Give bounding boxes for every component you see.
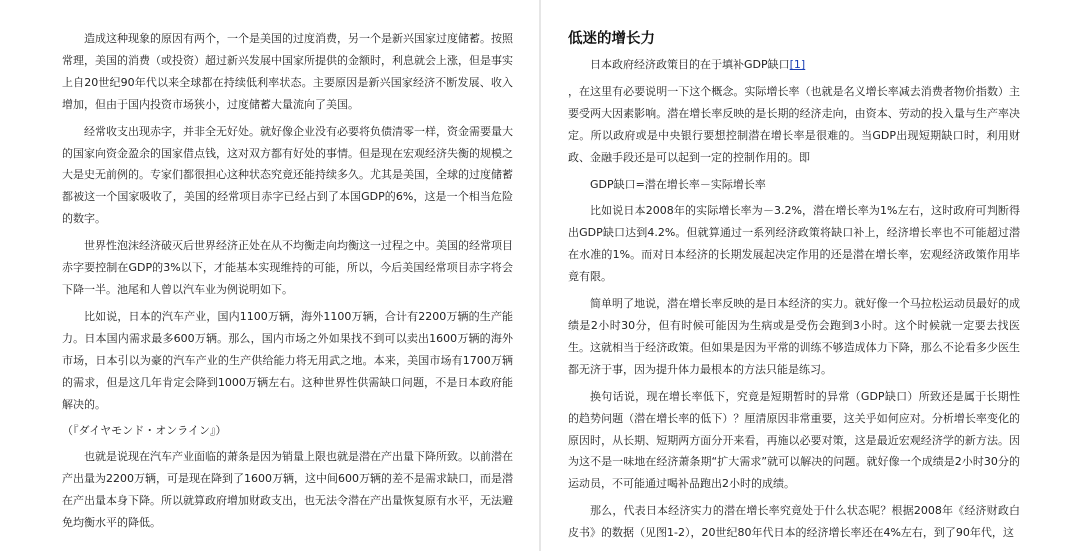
source-citation: （『ダイヤモンド・オンライン』） — [62, 424, 227, 438]
footnote-link[interactable]: [1] — [789, 58, 806, 71]
left-paragraph-5: 也就是说现在汽车产业面临的萧条是因为销量上限也就是潜在产出量下降所致。以前潜在产出量为2200万辆，可是现在降到了1600万辆，这中间600万辆的差不是需求缺口，而是潜在产出量本身下降。所以就算政府增加财政支出，也无法令潜在产出量恢复原有水平，无法避免均衡水平的降低。 — [62, 450, 513, 530]
left-paragraph-3: 世界性泡沫经济破灭后世界经济正处在从不均衡走向均衡这一过程之中。美国的经常项目赤字要控制在GDP的3%以下，才能基本实现维持的可能，所以，今后美国经常项目赤字将会下降一半。池尾和人曾以汽车业为例说明如下。 — [62, 239, 513, 296]
page-gutter-divider — [539, 0, 541, 551]
left-paragraph-4: 比如说，日本的汽车产业，国内1100万辆，海外1100万辆，合计有2200万辆的生产能力。日本国内需求最多600万辆。那么，国内市场之外如果找不到可以卖出1600万辆的海外市场，日本引以为豪的汽车产业的生产供给能力将无用武之地。本来，美国市场有1700万辆的需求，但是这几年肯定会降到1000万辆左右。这种世界性供需缺口问题，不是日本政府能解决的。 — [62, 309, 513, 411]
left-paragraph-2: 经常收支出现赤字，并非全无好处。就好像企业没有必要将负债清零一样，资金需要量大的国家向资金盈余的国家借点钱，这对双方都有好处的事情。但是现在宏观经济失衡的规模之大是史无前例的。专家们都很担心这种状态究竟还能持续多久。尤其是美国，全球的过度储蓄都被这一个国家吸收了，美国的经常项目赤字已经占到了本国GDP的6%，这是一个相当危险的数字。 — [62, 124, 513, 226]
intro-text: 日本政府经济政策目的在于填补GDP缺口 — [590, 58, 790, 71]
intro-paragraph — [568, 54, 1020, 76]
formula-line: GDP缺口=潜在增长率－实际增长率 — [590, 177, 766, 191]
intro-paragraph-continued: ，在这里有必要说明一下这个概念。实际增长率（也就是名义增长率减去消费者物价指数）主要受两大因素影响。潜在增长率反映的是长期的经济走向，由资本、劳动的投入量与生产率决定。所以政府或是中央银行要想控制潜在增长率是很难的。当GDP出现短期缺口时，利用财政、金融手段还是可以起到一定的控制作用的。即 — [568, 84, 1020, 164]
section-title: 低迷的增长力 — [568, 30, 655, 47]
left-paragraph-1: 造成这种现象的原因有两个，一个是美国的过度消费，另一个是新兴国家过度储蓄。按照常理，美国的消费（或投资）超过新兴发展中国家所提供的金额时，利息就会上涨，但是事实上自20世纪90年代以来全球都在持续低利率状态。主要原因是新兴国家经济不断发展、收入增加，但由于国内投资市场狭小，过度储蓄大量流向了美国。 — [62, 32, 513, 111]
right-page — [568, 0, 1020, 551]
left-page — [62, 0, 513, 551]
right-paragraph-3: 换句话说，现在增长率低下，究竟是短期暂时的异常（GDP缺口）所致还是属于长期性的趋势问题（潜在增长率的低下）？厘清原因非常重要，这关乎如何应对。分析增长率变化的原因时，从长期、短期两方面分开来看，再施以必要对策，这是最近宏观经济学的新方法。因为这不是一味地在经济萧条期“扩大需求”就可以解决的问题。就好像一个成绩是2小时30分的运动员，不可能通过喝补品跑出2小时的成绩。 — [568, 389, 1020, 491]
right-paragraph-2: 简单明了地说，潜在增长率反映的是日本经济的实力。就好像一个马拉松运动员最好的成绩是2小时30分，但有时候可能因为生病或是受伤会跑到3小时。这个时候就一定要去找医生。这就相当于经济政策。但如果是因为平常的训练不够造成体力下降，那么不论看多少医生都无济于事，因为提升体力最根本的方法只能是练习。 — [568, 297, 1020, 376]
right-paragraph-4: 那么，代表日本经济实力的潜在增长率究竟处于什么状态呢？根据2008年《经济财政白皮书》的数据（见图1-2），20世纪80年代日本的经济增长率还在4%左右，到了90年代，这 — [568, 504, 1020, 540]
right-paragraph-1: 比如说日本2008年的实际增长率为－3.2%，潜在增长率为1%左右，这时政府可判断得出GDP缺口达到4.2%。但就算通过一系列经济政策将缺口补上，经济增长率也不可能超过潜在水准的1%。而对日本经济的长期发展起决定作用的还是潜在增长率，宏观经济政策作用毕竟有限。 — [568, 204, 1020, 284]
